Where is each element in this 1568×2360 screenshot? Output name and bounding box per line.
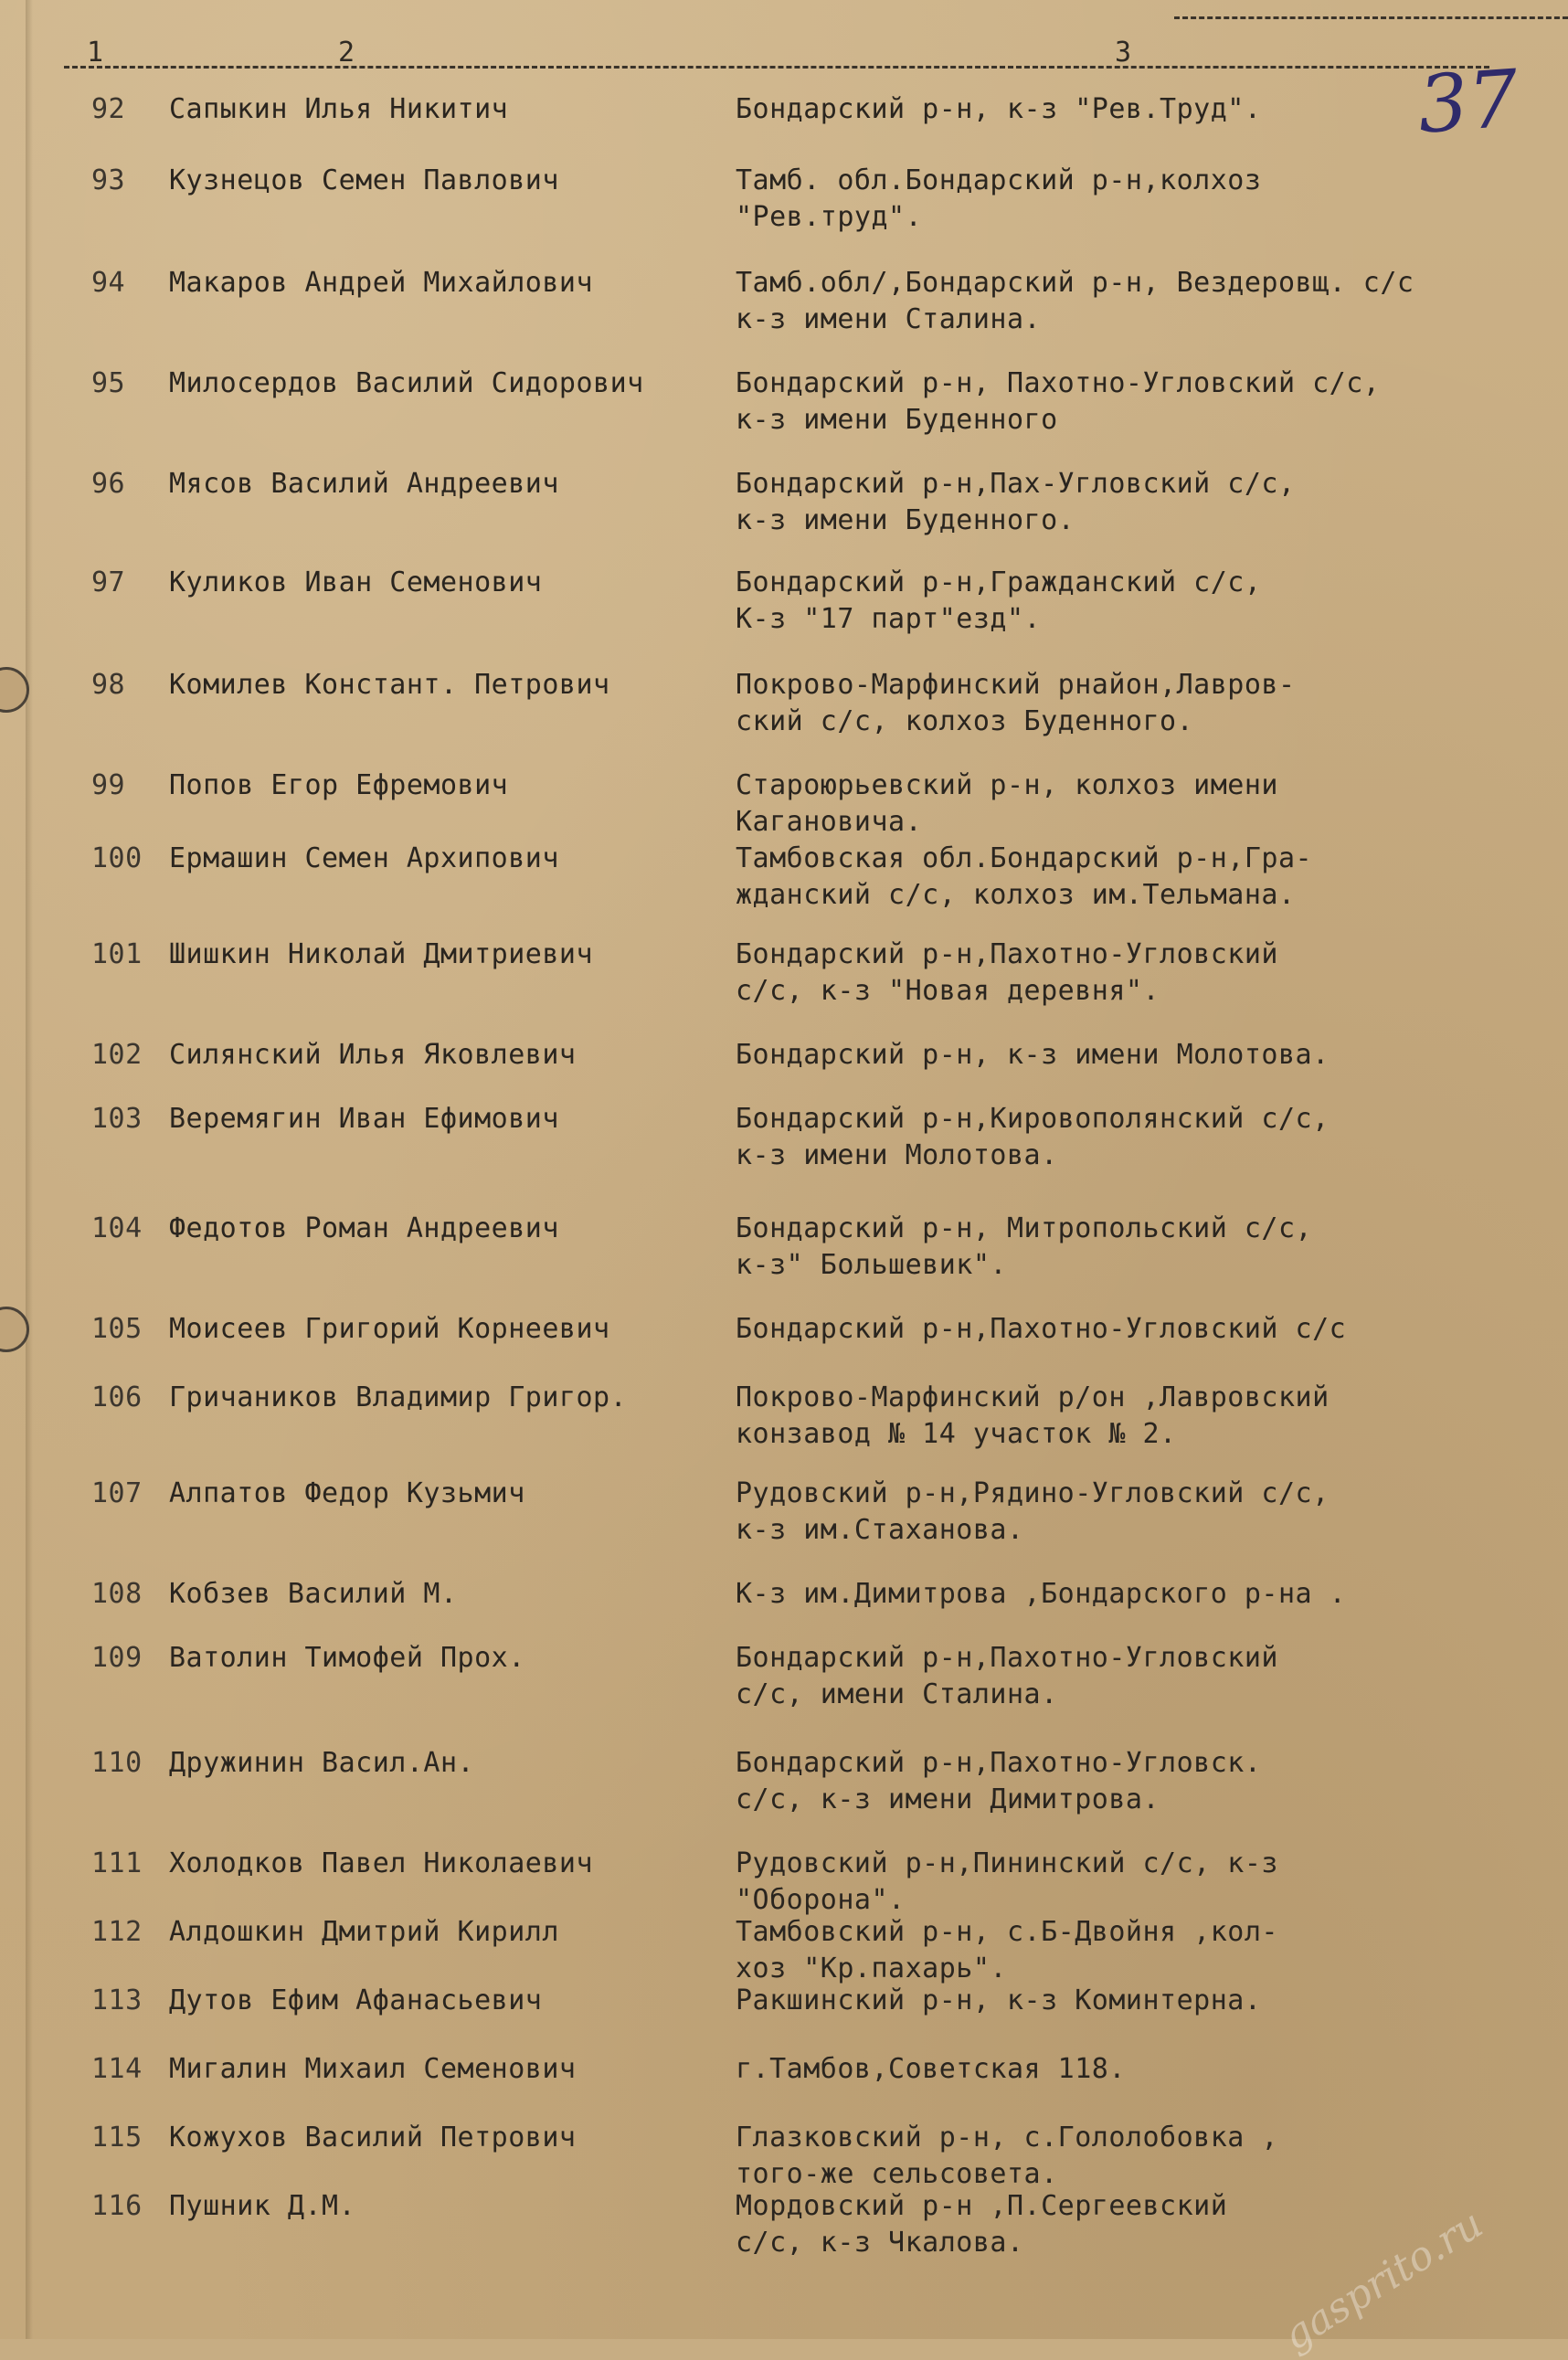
record-address-line: Бондарский р-н, Митропольский с/с, xyxy=(736,1212,1313,1244)
record-address-line: Бондарский р-н, к-з "Рев.Труд". xyxy=(736,93,1262,125)
record-number: 105 xyxy=(91,1313,143,1345)
record-address-line: с/с, к-з имени Димитрова. xyxy=(736,1783,1160,1815)
record-name: Силянский Илья Яковлевич xyxy=(169,1039,577,1071)
record-number: 97 xyxy=(91,566,126,598)
record-address xyxy=(736,667,1540,740)
record-address-line: Глазковский р-н, с.Гололобовка , xyxy=(736,2122,1278,2154)
record-address-line: "Оборона". xyxy=(736,1884,906,1916)
record-address xyxy=(736,1101,1540,1174)
record-address-line: Покрово-Марфинский рнайон,Лавров- xyxy=(736,669,1296,701)
record-number: 106 xyxy=(91,1381,143,1413)
record-name: Алпатов Федор Кузьмич xyxy=(169,1477,525,1509)
record-address-line: Бондарский р-н,Пахотно-Угловский xyxy=(736,938,1278,970)
record-address-line: ский с/с, колхоз Буденного. xyxy=(736,705,1194,737)
record-name: Шишкин Николай Дмитриевич xyxy=(169,938,594,970)
record-address-line: к-з имени Буденного. xyxy=(736,504,1075,536)
page-fold xyxy=(26,0,33,2339)
record-name: Кожухов Василий Петрович xyxy=(169,2122,577,2154)
record-number: 104 xyxy=(91,1212,143,1244)
record-address xyxy=(736,2120,1540,2193)
column-header-row xyxy=(64,37,1489,73)
record-address-line: Бондарский р-н,Гражданский с/с, xyxy=(736,566,1262,598)
record-address-line: Бондарский р-н, Пахотно-Угловский с/с, xyxy=(736,367,1381,399)
record-address-line: К-з "17 парт"езд". xyxy=(736,603,1042,635)
record-name: Сапыкин Илья Никитич xyxy=(169,93,509,125)
record-address-line: Мордовский р-н ,П.Сергеевский xyxy=(736,2190,1228,2222)
record-address xyxy=(736,1914,1540,1987)
record-number: 114 xyxy=(91,2053,143,2085)
record-address-line: "Рев.труд". xyxy=(736,201,923,233)
record-address xyxy=(736,1846,1540,1919)
record-name: Федотов Роман Андреевич xyxy=(169,1212,559,1244)
record-name: Мясов Василий Андреевич xyxy=(169,468,559,500)
record-address xyxy=(736,1476,1540,1549)
record-name: Дружинин Васил.Ан. xyxy=(169,1747,475,1779)
record-address xyxy=(736,163,1540,236)
record-name: Веремягин Иван Ефимович xyxy=(169,1103,559,1135)
record-address xyxy=(736,1380,1540,1453)
record-address-line: жданский с/с, колхоз им.Тельмана. xyxy=(736,879,1296,911)
header-dashed-line xyxy=(64,66,1489,69)
record-address xyxy=(736,265,1540,338)
record-address-line: к-з имени Буденного xyxy=(736,404,1058,436)
record-number: 100 xyxy=(91,842,143,874)
record-number: 103 xyxy=(91,1103,143,1135)
record-name: Мигалин Михаил Семенович xyxy=(169,2053,577,2085)
record-number: 113 xyxy=(91,1984,143,2016)
record-address xyxy=(736,1211,1540,1284)
record-number: 109 xyxy=(91,1642,143,1674)
column-number-1: 1 xyxy=(87,37,104,69)
record-number: 116 xyxy=(91,2190,143,2222)
record-address-line: с/с, к-з "Новая деревня". xyxy=(736,975,1160,1007)
top-dashed-line xyxy=(1174,16,1568,19)
record-address-line: Бондарский р-н,Пах-Угловский с/с, xyxy=(736,468,1296,500)
record-number: 101 xyxy=(91,938,143,970)
record-name: Макаров Андрей Михайлович xyxy=(169,267,594,299)
record-address-line: Ракшинский р-н, к-з Коминтерна. xyxy=(736,1984,1262,2016)
record-address xyxy=(736,1983,1540,2019)
record-name: Ватолин Тимофей Прох. xyxy=(169,1642,525,1674)
record-address-line: Бондарский р-н, к-з имени Молотова. xyxy=(736,1039,1330,1071)
record-address xyxy=(736,1640,1540,1713)
record-number: 98 xyxy=(91,669,126,701)
record-number: 112 xyxy=(91,1916,143,1948)
record-address xyxy=(736,841,1540,914)
record-address-line: Тамб. обл.Бондарский р-н,колхоз xyxy=(736,164,1262,196)
record-address-line: с/с, имени Сталина. xyxy=(736,1678,1058,1710)
column-number-2: 2 xyxy=(338,37,355,69)
record-address-line: Кагановича. xyxy=(736,806,923,838)
record-address-line: к-з" Большевик". xyxy=(736,1249,1007,1281)
record-number: 110 xyxy=(91,1747,143,1779)
record-name: Кузнецов Семен Павлович xyxy=(169,164,559,196)
record-address xyxy=(736,937,1540,1010)
record-address xyxy=(736,1745,1540,1818)
record-address-line: Тамб.обл/,Бондарский р-н, Вездеровщ. с/с xyxy=(736,267,1414,299)
record-name: Пушник Д.М. xyxy=(169,2190,356,2222)
record-address xyxy=(736,1311,1540,1348)
record-address-line: к-з им.Стаханова. xyxy=(736,1514,1024,1546)
record-number: 111 xyxy=(91,1847,143,1879)
record-address xyxy=(736,565,1540,638)
watermark-text: gasprito.ru xyxy=(1275,2200,1491,2360)
record-name: Алдошкин Дмитрий Кирилл xyxy=(169,1916,559,1948)
record-address-line: хоз "Кр.пахарь". xyxy=(736,1953,1007,1984)
record-address-line: г.Тамбов,Советская 118. xyxy=(736,2053,1126,2085)
record-name: Куликов Иван Семенович xyxy=(169,566,543,598)
record-address-line: Покрово-Марфинский р/он ,Лавровский xyxy=(736,1381,1330,1413)
record-address-line: с/с, к-з Чкалова. xyxy=(736,2227,1024,2259)
record-number: 94 xyxy=(91,267,126,299)
record-name: Комилев Констант. Петрович xyxy=(169,669,610,701)
record-address-line: Староюрьевский р-н, колхоз имени xyxy=(736,769,1278,801)
record-name: Кобзев Василий М. xyxy=(169,1578,458,1610)
record-address-line: Бондарский р-н,Пахотно-Угловский с/с xyxy=(736,1313,1347,1345)
handwritten-page-number: 37 xyxy=(1414,53,1521,152)
record-name: Милосердов Василий Сидорович xyxy=(169,367,644,399)
column-number-3: 3 xyxy=(1115,37,1132,69)
record-name: Моисеев Григорий Корнеевич xyxy=(169,1313,610,1345)
record-address-line: того-же сельсовета. xyxy=(736,2158,1058,2190)
record-number: 102 xyxy=(91,1039,143,1071)
record-number: 115 xyxy=(91,2122,143,2154)
record-number: 93 xyxy=(91,164,126,196)
record-address xyxy=(736,466,1540,539)
record-name: Попов Егор Ефремович xyxy=(169,769,509,801)
record-number: 107 xyxy=(91,1477,143,1509)
record-address-line: Рудовский р-н,Пининский с/с, к-з xyxy=(736,1847,1278,1879)
record-name: Ермашин Семен Архипович xyxy=(169,842,559,874)
record-address xyxy=(736,2051,1540,2088)
record-address xyxy=(736,91,1540,128)
record-address-line: Тамбовский р-н, с.Б-Двойня ,кол- xyxy=(736,1916,1278,1948)
record-address-line: Бондарский р-н,Кировополянский с/с, xyxy=(736,1103,1330,1135)
record-number: 108 xyxy=(91,1578,143,1610)
record-address xyxy=(736,1037,1540,1074)
record-address-line: К-з им.Димитрова ,Бондарского р-на . xyxy=(736,1578,1347,1610)
record-address-line: к-з имени Сталина. xyxy=(736,303,1042,335)
record-number: 92 xyxy=(91,93,126,125)
record-number: 96 xyxy=(91,468,126,500)
record-address xyxy=(736,1576,1540,1613)
record-address-line: Бондарский р-н,Пахотно-Угловский xyxy=(736,1642,1278,1674)
record-address-line: Бондарский р-н,Пахотно-Угловск. xyxy=(736,1747,1262,1779)
record-address xyxy=(736,767,1540,841)
record-address-line: Рудовский р-н,Рядино-Угловский с/с, xyxy=(736,1477,1330,1509)
record-name: Дутов Ефим Афанасьевич xyxy=(169,1984,543,2016)
record-address-line: конзавод № 14 участок № 2. xyxy=(736,1418,1177,1450)
record-address-line: к-з имени Молотова. xyxy=(736,1139,1058,1171)
record-number: 99 xyxy=(91,769,126,801)
record-name: Гричаников Владимир Григор. xyxy=(169,1381,628,1413)
record-name: Холодков Павел Николаевич xyxy=(169,1847,594,1879)
record-address-line: Тамбовская обл.Бондарский р-н,Гра- xyxy=(736,842,1313,874)
record-address xyxy=(736,365,1540,439)
record-number: 95 xyxy=(91,367,126,399)
